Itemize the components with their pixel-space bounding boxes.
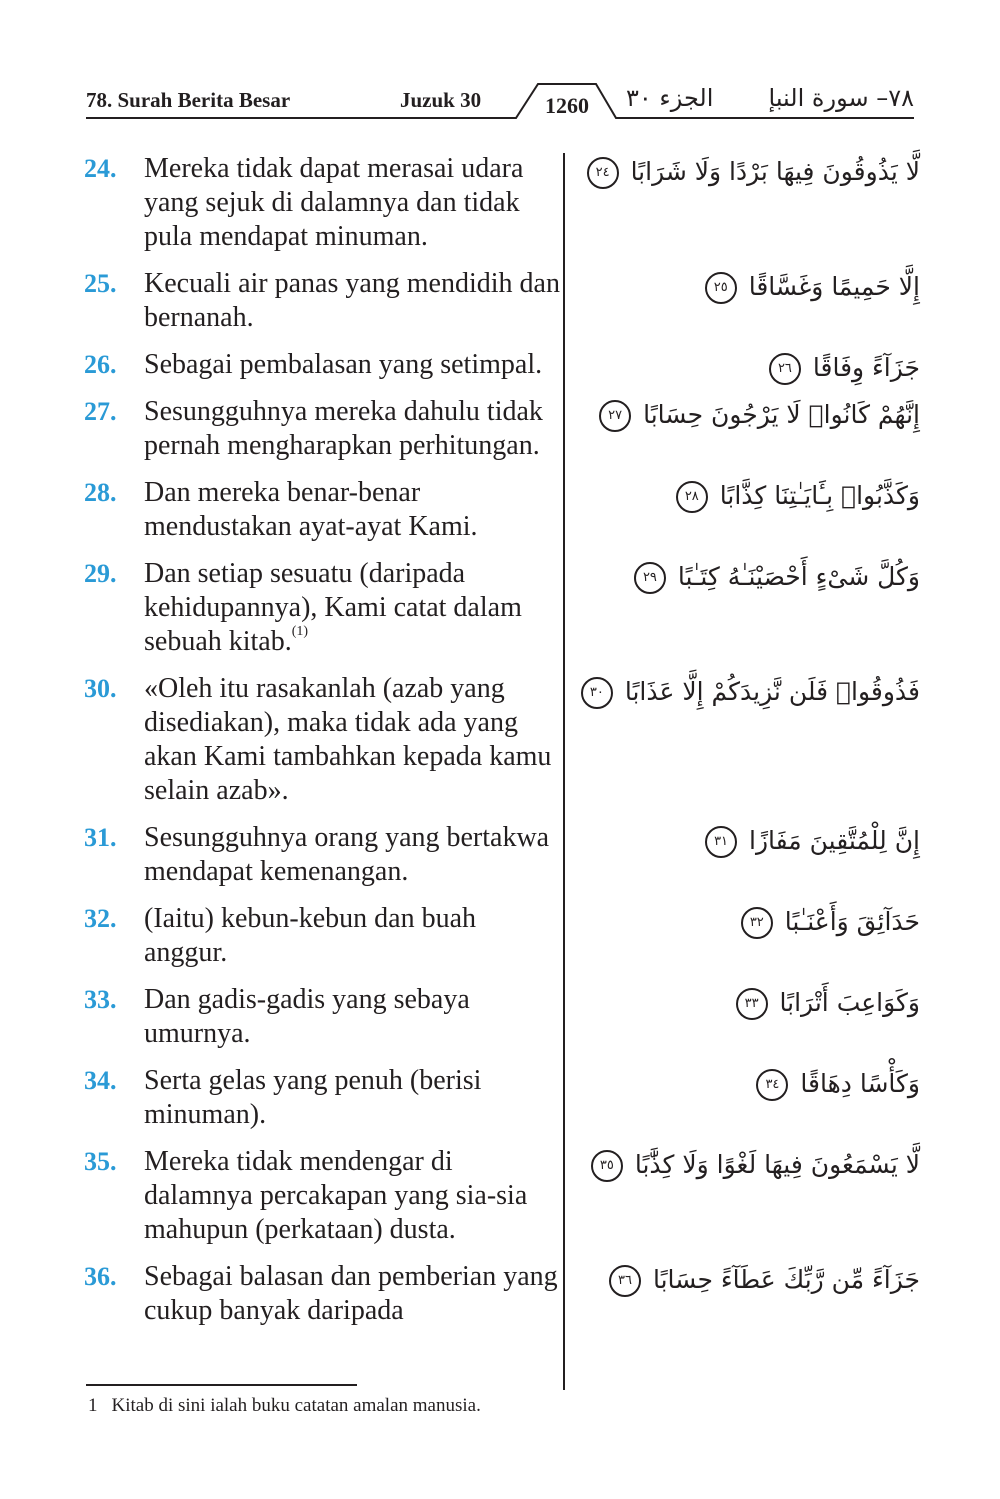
- ayah-end-marker: ٣٦: [609, 1265, 641, 1297]
- arabic-text: وَكَذَّبُوا۟ بِـَٔايَـٰتِنَا كِذَّابًا: [719, 481, 920, 510]
- ayah-end-marker: ٣٤: [756, 1069, 788, 1101]
- verse-translation: Sebagai pembalasan yang setimpal.: [144, 349, 543, 380]
- verse-list: [84, 152, 920, 1341]
- verse-number: 35.: [84, 1147, 117, 1176]
- verse-translation: Sesungguhnya orang yang bertakwa mendapat kemenangan.: [144, 822, 550, 887]
- verse-number: 26.: [84, 350, 117, 379]
- verse-number: 31.: [84, 823, 117, 852]
- verse-29: [84, 557, 920, 659]
- verse-translation: Kecuali air panas yang mendidih dan bernanah.: [144, 268, 560, 333]
- ayah-end-marker: ٣٠: [581, 677, 613, 709]
- verse-36: [84, 1260, 920, 1328]
- verse-translation: Serta gelas yang penuh (berisi minuman).: [144, 1065, 482, 1130]
- verse-translation: «Oleh itu rasakanlah (azab yang disediakan), maka tidak ada yang akan Kami tambahkan kepada kamu selain azab».: [144, 673, 552, 806]
- verse-number: 30.: [84, 674, 117, 703]
- verse-number: 32.: [84, 904, 117, 933]
- ayah-end-marker: ٢٩: [634, 562, 666, 594]
- verse-number: 33.: [84, 985, 117, 1014]
- verse-28: [84, 476, 920, 544]
- verse-24: [84, 152, 920, 254]
- footnote-text: Kitab di sini ialah buku catatan amalan manusia.: [111, 1395, 481, 1416]
- verse-translation: Sebagai balasan dan pemberian yang cukup banyak daripada: [144, 1261, 558, 1326]
- ayah-end-marker: ٢٤: [587, 157, 619, 189]
- verse-32: [84, 902, 920, 970]
- verse-26: [84, 348, 920, 382]
- verse-number: 25.: [84, 269, 117, 298]
- ayah-end-marker: ٣٣: [736, 988, 768, 1020]
- footnote-number: 1: [88, 1395, 98, 1416]
- juz-label-en: Juzuk 30: [400, 88, 482, 112]
- verse-translation: Mereka tidak dapat merasai udara yang sejuk di dalamnya dan tidak pula mendapat minuman.: [144, 153, 524, 252]
- ayah-end-marker: ٢٧: [599, 400, 631, 432]
- verse-arabic: [595, 152, 920, 192]
- verse-arabic: [620, 476, 920, 516]
- page-number: 1260: [545, 93, 589, 118]
- arabic-text: وَكُلَّ شَىْءٍ أَحْصَيْنَـٰهُ كِتَـٰبًا: [677, 562, 920, 591]
- arabic-text: فَذُوقُوا۟ فَلَن نَّزِيدَكُمْ إِلَّا عَذَابًا: [624, 677, 920, 706]
- verse-arabic: [620, 1260, 920, 1300]
- arabic-text: جَزَآءً وِفَاقًا: [812, 353, 920, 382]
- verse-translation: Mereka tidak mendengar di dalamnya percakapan yang sia-sia mahupun (perkataan) dusta.: [144, 1146, 528, 1245]
- verse-27: [84, 395, 920, 463]
- verse-arabic: [608, 395, 920, 435]
- juz-label-ar: الجزء ٣٠: [626, 84, 714, 112]
- verse-35: [84, 1145, 920, 1247]
- page-header: [86, 80, 914, 120]
- verse-arabic: [620, 267, 920, 307]
- footnote: [88, 1395, 481, 1417]
- arabic-text: وَكَأْسًا دِهَاقًا: [800, 1069, 920, 1098]
- ayah-end-marker: ٣٥: [591, 1150, 623, 1182]
- verse-number: 28.: [84, 478, 117, 507]
- arabic-text: لَّا يَسْمَعُونَ فِيهَا لَغْوًا وَلَا كِذَّٰبًا: [634, 1150, 920, 1179]
- footnote-rule: [86, 1384, 357, 1386]
- verse-number: 36.: [84, 1262, 117, 1291]
- verse-number: 27.: [84, 397, 117, 426]
- verse-arabic: [620, 821, 920, 861]
- verse-arabic: [620, 348, 920, 388]
- verse-arabic: [589, 672, 920, 712]
- footnote-ref[interactable]: (1): [291, 624, 309, 639]
- verse-arabic: [620, 557, 920, 597]
- verse-translation: [144, 557, 564, 659]
- verse-translation: Dan gadis-gadis yang sebaya umurnya.: [144, 984, 470, 1049]
- surah-title-en: 78. Surah Berita Besar: [86, 88, 291, 112]
- verse-translation: Dan mereka benar-benar mendustakan ayat-ayat Kami.: [144, 477, 478, 542]
- verse-31: [84, 821, 920, 889]
- ayah-end-marker: ٣١: [705, 826, 737, 858]
- verse-30: [84, 672, 920, 808]
- verse-number: 24.: [84, 154, 117, 183]
- arabic-text: وَكَوَاعِبَ أَتْرَابًا: [779, 988, 920, 1017]
- ayah-end-marker: ٢٦: [769, 353, 801, 385]
- verse-arabic: [620, 902, 920, 942]
- verse-33: [84, 983, 920, 1051]
- ayah-end-marker: ٢٥: [705, 272, 737, 304]
- verse-translation: Sesungguhnya mereka dahulu tidak pernah mengharapkan perhitungan.: [144, 396, 543, 461]
- arabic-text: إِنَّهُمْ كَانُوا۟ لَا يَرْجُونَ حِسَابًا: [643, 400, 920, 429]
- verse-translation-text: Dan setiap sesuatu (daripada kehidupannya), Kami catat dalam sebuah kitab.: [144, 558, 522, 657]
- verse-arabic: [599, 1145, 920, 1185]
- verse-25: [84, 267, 920, 335]
- verse-number: 29.: [84, 559, 117, 588]
- arabic-text: حَدَآئِقَ وَأَعْنَـٰبًا: [784, 907, 920, 936]
- verse-translation: (Iaitu) kebun-kebun dan buah anggur.: [144, 903, 476, 968]
- arabic-text: إِلَّا حَمِيمًا وَغَسَّاقًا: [748, 272, 920, 301]
- arabic-text: لَّا يَذُوقُونَ فِيهَا بَرْدًا وَلَا شَرَابًا: [630, 157, 920, 186]
- ayah-end-marker: ٣٢: [741, 907, 773, 939]
- arabic-text: جَزَآءً مِّن رَّبِّكَ عَطَآءً حِسَابًا: [652, 1265, 920, 1294]
- arabic-text: إِنَّ لِلْمُتَّقِينَ مَفَازًا: [749, 826, 920, 855]
- verse-34: [84, 1064, 920, 1132]
- ayah-end-marker: ٢٨: [676, 481, 708, 513]
- verse-number: 34.: [84, 1066, 117, 1095]
- verse-arabic: [620, 1064, 920, 1104]
- surah-title-ar: ٧٨– سورة النبإ: [768, 84, 914, 112]
- verse-arabic: [620, 983, 920, 1023]
